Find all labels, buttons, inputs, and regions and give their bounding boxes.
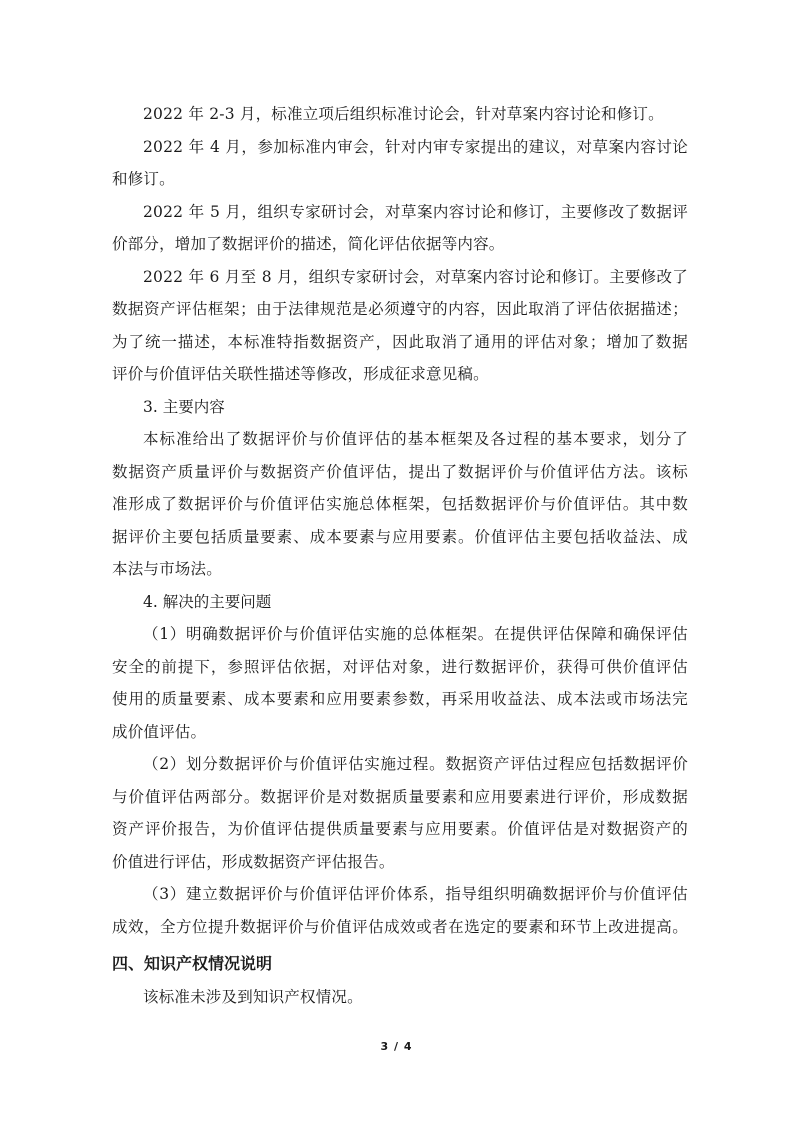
paragraph-problem-3 bbox=[112, 878, 688, 943]
text-line: 成价值评估。 bbox=[112, 722, 207, 741]
heading-main-problems: 4. 解决的主要问题 bbox=[143, 592, 272, 611]
text-line: 数据资产质量评价与数据资产价值评估，提出了数据评价与价值评估方法。该标 bbox=[112, 462, 688, 481]
text-line: 为了统一描述，本标准特指数据资产，因此取消了通用的评估对象；增加了数据 bbox=[112, 332, 688, 351]
text-line: （2）划分数据评价与价值评估实施过程。数据资产评估过程应包括数据评价 bbox=[143, 755, 688, 773]
text-line: （3）建立数据评价与价值评估评价体系，指导组织明确数据评价与价值评估 bbox=[143, 885, 688, 903]
paragraph-2022-feb-mar bbox=[112, 98, 688, 131]
text-line: 2022 年 6 月至 8 月，组织专家研讨会，对草案内容讨论和修订。主要修改了 bbox=[143, 267, 688, 286]
text-line: 价部分，增加了数据评价的描述，简化评估依据等内容。 bbox=[112, 235, 505, 253]
document-body bbox=[112, 98, 688, 1014]
text-line: 本法与市场法。 bbox=[112, 560, 222, 578]
paragraph-ip-statement bbox=[112, 981, 688, 1014]
page-number: 3 / 4 bbox=[380, 1040, 413, 1053]
heading-main-content: 3. 主要内容 bbox=[143, 397, 225, 416]
text-line: 价值进行评估，形成数据资产评估报告。 bbox=[112, 852, 395, 871]
text-line: 2022 年 5 月，组织专家研讨会，对草案内容讨论和修订，主要修改了数据评 bbox=[143, 202, 688, 221]
text-line: （1）明确数据评价与价值评估实施的总体框架。在提供评估保障和确保评估 bbox=[143, 625, 688, 643]
text-line: 资产评价报告，为价值评估提供质量要素与应用要素。价值评估是对数据资产的 bbox=[112, 820, 688, 838]
text-line: 2022 年 2-3 月，标准立项后组织标准讨论会，针对草案内容讨论和修订。 bbox=[143, 105, 664, 123]
paragraph-2022-apr bbox=[112, 131, 688, 196]
text-line: 使用的质量要素、成本要素和应用要素参数，再采用收益法、成本法或市场法完 bbox=[112, 690, 688, 708]
paragraph-main-content bbox=[112, 423, 688, 586]
text-line: 与价值评估两部分。数据评价是对数据质量要素和应用要素进行评价，形成数据 bbox=[112, 787, 688, 806]
text-line: 和修订。 bbox=[112, 170, 175, 188]
paragraph-problem-1 bbox=[112, 618, 688, 748]
text-line: 评价与价值评估关联性描述等修改，形成征求意见稿。 bbox=[112, 365, 489, 383]
text-line: 成效，全方位提升数据评价与价值评估成效或者在选定的要素和环节上改进提高。 bbox=[112, 917, 688, 936]
paragraph-problem-2 bbox=[112, 748, 688, 878]
text-line: 据评价主要包括质量要素、成本要素与应用要素。价值评估主要包括收益法、成 bbox=[112, 527, 688, 546]
text-line: 安全的前提下，参照评估依据，对评估对象，进行数据评价，获得可供价值评估 bbox=[112, 657, 688, 676]
text-line: 2022 年 4 月，参加标准内审会，针对内审专家提出的建议，对草案内容讨论 bbox=[143, 137, 688, 156]
text-line: 准形成了数据评价与价值评估实施总体框架，包括数据评价与价值评估。其中数 bbox=[112, 495, 688, 513]
paragraph-2022-jun-aug bbox=[112, 261, 688, 391]
text-line: 数据资产评估框架；由于法律规范是必须遵守的内容，因此取消了评估依据描述； bbox=[112, 300, 688, 318]
text-line: 该标准未涉及到知识产权情况。 bbox=[143, 988, 363, 1006]
heading-ip-statement: 四、知识产权情况说明 bbox=[112, 954, 273, 973]
text-line: 本标准给出了数据评价与价值评估的基本框架及各过程的基本要求，划分了 bbox=[143, 430, 688, 448]
paragraph-2022-may bbox=[112, 196, 688, 261]
